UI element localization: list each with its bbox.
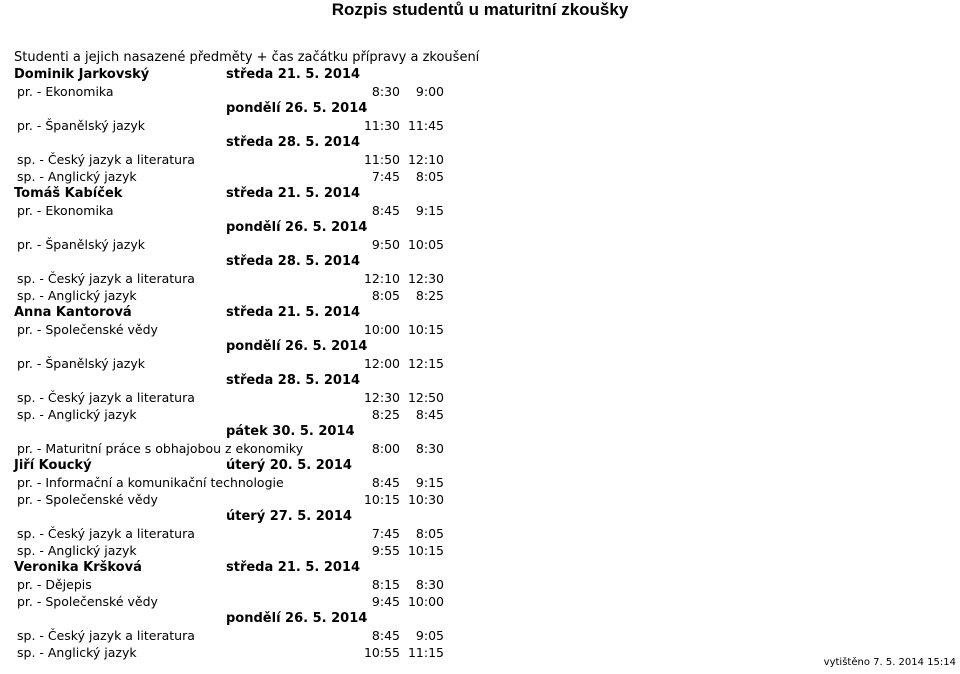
subject-name: sp. - Český jazyk a literatura xyxy=(17,152,195,167)
prep-time: 12:00 xyxy=(363,356,400,371)
prep-time: 9:55 xyxy=(371,543,400,558)
prep-time: 8:30 xyxy=(371,84,400,99)
exam-date: středa 21. 5. 2014 xyxy=(226,305,361,320)
exam-time: 11:45 xyxy=(407,118,444,133)
exam-date: středa 28. 5. 2014 xyxy=(226,373,361,388)
prep-time: 12:30 xyxy=(363,390,400,405)
exam-date: pondělí 26. 5. 2014 xyxy=(226,220,368,235)
schedule-list xyxy=(0,66,960,661)
date-row xyxy=(0,423,960,440)
exam-date: pondělí 26. 5. 2014 xyxy=(226,339,368,354)
exam-date: středa 21. 5. 2014 xyxy=(226,67,361,82)
student-header-row xyxy=(0,185,960,202)
subject-row xyxy=(0,117,960,134)
exam-time: 11:15 xyxy=(407,645,444,660)
subject-name: pr. - Ekonomika xyxy=(17,84,114,99)
subject-name: sp. - Anglický jazyk xyxy=(17,288,137,303)
subject-name: sp. - Anglický jazyk xyxy=(17,543,137,558)
exam-time: 8:05 xyxy=(415,169,444,184)
subject-name: pr. - Společenské vědy xyxy=(17,492,158,507)
exam-time: 9:15 xyxy=(415,475,444,490)
exam-date: úterý 27. 5. 2014 xyxy=(226,509,352,524)
subject-name: pr. - Informační a komunikační technologie xyxy=(17,475,284,490)
exam-time: 12:10 xyxy=(407,152,444,167)
prep-time: 8:05 xyxy=(371,288,400,303)
exam-date: pondělí 26. 5. 2014 xyxy=(226,101,368,116)
student-header-row xyxy=(0,66,960,83)
exam-time: 8:45 xyxy=(415,407,444,422)
exam-time: 9:05 xyxy=(415,628,444,643)
exam-time: 8:30 xyxy=(415,441,444,456)
date-row xyxy=(0,100,960,117)
prep-time: 8:25 xyxy=(371,407,400,422)
student-name: Tomáš Kabíček xyxy=(14,186,123,201)
student-header-row xyxy=(0,304,960,321)
exam-time: 10:15 xyxy=(407,543,444,558)
prep-time: 8:45 xyxy=(371,628,400,643)
prep-time: 10:55 xyxy=(363,645,400,660)
exam-date: úterý 20. 5. 2014 xyxy=(226,458,352,473)
exam-date: pátek 30. 5. 2014 xyxy=(226,424,355,439)
subject-name: sp. - Český jazyk a literatura xyxy=(17,526,195,541)
date-row xyxy=(0,219,960,236)
exam-time: 10:15 xyxy=(407,322,444,337)
subject-row xyxy=(0,644,960,661)
subject-row xyxy=(0,355,960,372)
prep-time: 11:30 xyxy=(363,118,400,133)
subject-row xyxy=(0,440,960,457)
exam-time: 10:30 xyxy=(407,492,444,507)
subject-name: sp. - Český jazyk a literatura xyxy=(17,628,195,643)
subject-row xyxy=(0,542,960,559)
prep-time: 11:50 xyxy=(363,152,400,167)
subject-name: sp. - Český jazyk a literatura xyxy=(17,390,195,405)
prep-time: 9:45 xyxy=(371,594,400,609)
date-row xyxy=(0,610,960,627)
student-name: Dominik Jarkovský xyxy=(14,67,150,82)
prep-time: 9:50 xyxy=(371,237,400,252)
exam-time: 12:30 xyxy=(407,271,444,286)
date-row xyxy=(0,253,960,270)
prep-time: 8:00 xyxy=(371,441,400,456)
student-name: Veronika Kršková xyxy=(14,560,142,575)
subject-row xyxy=(0,474,960,491)
subject-row xyxy=(0,491,960,508)
exam-date: pondělí 26. 5. 2014 xyxy=(226,611,368,626)
date-row xyxy=(0,508,960,525)
subject-name: pr. - Společenské vědy xyxy=(17,594,158,609)
student-header-row xyxy=(0,559,960,576)
exam-time: 8:05 xyxy=(415,526,444,541)
prep-time: 12:10 xyxy=(363,271,400,286)
subject-row xyxy=(0,202,960,219)
exam-time: 10:05 xyxy=(407,237,444,252)
subject-row xyxy=(0,168,960,185)
exam-time: 12:50 xyxy=(407,390,444,405)
subject-row xyxy=(0,406,960,423)
subject-row xyxy=(0,151,960,168)
exam-time: 8:30 xyxy=(415,577,444,592)
subject-name: pr. - Maturitní práce s obhajobou z ekonomiky xyxy=(17,441,304,456)
subject-name: pr. - Ekonomika xyxy=(17,203,114,218)
date-row xyxy=(0,338,960,355)
subject-name: pr. - Španělský jazyk xyxy=(17,237,145,252)
subject-name: sp. - Anglický jazyk xyxy=(17,407,137,422)
prep-time: 10:15 xyxy=(363,492,400,507)
exam-time: 10:00 xyxy=(407,594,444,609)
date-row xyxy=(0,134,960,151)
subject-name: pr. - Španělský jazyk xyxy=(17,118,145,133)
subject-row xyxy=(0,576,960,593)
page-subtitle: Studenti a jejich nasazené předměty + čas začátku přípravy a zkoušení xyxy=(14,50,480,65)
subject-name: sp. - Anglický jazyk xyxy=(17,169,137,184)
subject-name: pr. - Dějepis xyxy=(17,577,92,592)
subject-name: pr. - Společenské vědy xyxy=(17,322,158,337)
printed-timestamp: vytištěno 7. 5. 2014 15:14 xyxy=(823,657,956,668)
subject-row xyxy=(0,525,960,542)
student-name: Anna Kantorová xyxy=(14,305,132,320)
prep-time: 7:45 xyxy=(371,169,400,184)
exam-date: středa 28. 5. 2014 xyxy=(226,254,361,269)
prep-time: 8:15 xyxy=(371,577,400,592)
exam-time: 8:25 xyxy=(415,288,444,303)
subject-name: sp. - Anglický jazyk xyxy=(17,645,137,660)
prep-time: 7:45 xyxy=(371,526,400,541)
subject-row xyxy=(0,593,960,610)
exam-date: středa 21. 5. 2014 xyxy=(226,186,361,201)
student-header-row xyxy=(0,457,960,474)
exam-date: středa 21. 5. 2014 xyxy=(226,560,361,575)
prep-time: 10:00 xyxy=(363,322,400,337)
subject-row xyxy=(0,321,960,338)
exam-time: 12:15 xyxy=(407,356,444,371)
date-row xyxy=(0,372,960,389)
prep-time: 8:45 xyxy=(371,203,400,218)
page-title: Rozpis studentů u maturitní zkoušky xyxy=(331,0,629,19)
prep-time: 8:45 xyxy=(371,475,400,490)
exam-time: 9:00 xyxy=(415,84,444,99)
exam-date: středa 28. 5. 2014 xyxy=(226,135,361,150)
subject-row xyxy=(0,627,960,644)
subject-row xyxy=(0,83,960,100)
subject-row xyxy=(0,270,960,287)
exam-time: 9:15 xyxy=(415,203,444,218)
student-name: Jiří Koucký xyxy=(14,458,92,473)
subject-row xyxy=(0,389,960,406)
subject-row xyxy=(0,287,960,304)
subject-name: pr. - Španělský jazyk xyxy=(17,356,145,371)
subject-row xyxy=(0,236,960,253)
subject-name: sp. - Český jazyk a literatura xyxy=(17,271,195,286)
